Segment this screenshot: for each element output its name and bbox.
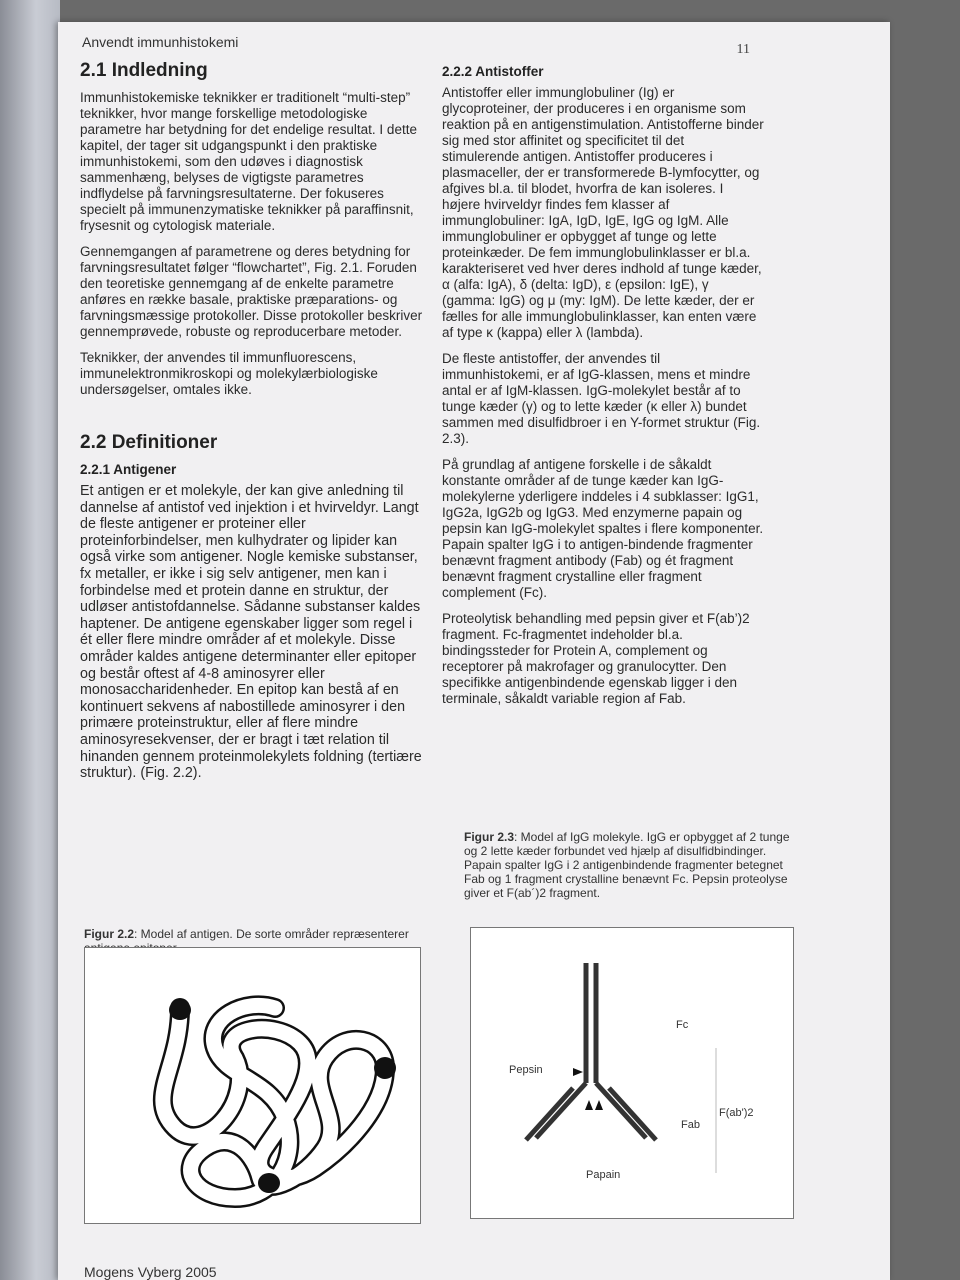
epitope-marker — [169, 1000, 191, 1020]
section-heading-definitioner: 2.2 Definitioner — [80, 432, 218, 453]
label-fab2: F(ab')2 — [719, 1107, 754, 1119]
paragraph: Immunhistokemiske teknikker er traditionelt “multi-step” teknikker, hvor mange forskellige metodologiske parametre har betydning for det endelige resultat. I dette kapitel, der tager sit udgangspunkt i den praktiske immunhistokemi, som den udøves i diagnostisk sammenhæng, belyses de vigtigste parametres indflydelse på farvningsresultaterne. Der fokuseres specielt på immunenzymatiske teknikker på paraffinsnit, frysesnit og cytologisk materiale. — [80, 90, 417, 233]
label-fab: Fab — [681, 1119, 700, 1131]
paragraph: På grundlag af antigene forskelle i de såkaldt konstante områder af de tunge kæder kan IgG-molekylerne yderligere inddeles i 4 subklasser: IgG1, IgG2a, IgG2b og IgG3. Med enzymerne papain og pepsin kan IgG-molekylet spaltes i flere komponenter. Papain spalter IgG i to antigen-bindende fragmenter benævnt fragment antibody (Fab) og ét fragment benævnt fragment crystalline eller fragment complement (Fc). — [442, 457, 764, 600]
paragraph: Teknikker, der anvendes til immunfluorescens, immunelektronmikroskopi og molekylærbiologiske undersøgelser, omtales ikke. — [80, 350, 378, 397]
subsection-heading-antigener: 2.2.1 Antigener — [80, 462, 177, 477]
figure-label: Figur 2.3 — [464, 830, 515, 844]
figure-caption-text: : Model af antigen. De sorte områder repræsenterer — [134, 927, 409, 941]
adjacent-page-edge — [0, 0, 60, 1280]
epitope-marker — [374, 1057, 396, 1079]
left-column — [80, 60, 425, 792]
igg-diagram — [471, 928, 793, 1218]
figure-caption-text: : Model af IgG molekyle. IgG er opbygget af 2 tunge og 2 lette kæder forbundet ved hjælp af disulfidbindinger. Papain spalter IgG i 2 antigenbindende fragmenter betegnet Fab og 1 fragment crystalline benævnt Fc. Pepsin proteolyse giver et F(ab´)2 fragment. — [464, 830, 790, 900]
paragraph: De fleste antistoffer, der anvendes til immunhistokemi, er af IgG-klassen, mens et mindre antal er af IgM-klassen. IgG-molekylet består af to tunge kæder (γ) og to lette kæder (κ eller λ) bundet sammen med disulfidbroer i en Y-formet struktur (Fig. 2.3). — [442, 351, 761, 446]
label-papain: Papain — [586, 1169, 621, 1181]
epitope-marker — [258, 1173, 280, 1193]
footer-author: Mogens Vyberg 2005 — [84, 1264, 217, 1280]
figure-2-3-igg-model — [470, 927, 794, 1219]
paragraph: Et antigen er et molekyle, der kan give anledning til dannelse af antistof ved injektion i et hvirveldyr. Langt de fleste antigener er proteiner eller proteinforbindelser, men kulhydrater og lipider kan også virke som antigener. Nogle kemiske substanser, fx metaller, er ikke i sig selv antigener, men kan i forbindelse med et protein danne en struktur, der udløser antistofdannelse. Sådanne substanser kaldes haptener. De antigene egenskaber ligger som regel i ét eller flere mindre områder af et molekyle. Disse områder kaldes antigene determinanter eller epitoper og består oftest af 4-8 aminosyrer eller monosaccharidenheder. En epitop kan bestå af en kontinuert sekvens af nabostillede aminosyrer i den primære proteinstruktur, eller af flere mindre aminosyresekvenser, der er bragt i tæt relation til hinanden gennem proteinmolekylets foldning (tertiære struktur). (Fig. 2.2). — [80, 483, 422, 782]
paragraph: Proteolytisk behandling med pepsin giver et F(ab’)2 fragment. Fc-fragmentet indeholder bl.a. bindingssteder for Protein A, complement og receptorer på makrofager og granulocytter. Den specifikke antigenbindende egenskab ligger i den terminale, såkaldt variable region af Fab. — [442, 611, 750, 706]
paragraph: Antistoffer eller immunglobuliner (Ig) er glycoproteiner, der produceres i en organisme som reaktion på en antigenstimulation. Antistofferne binder sig med stor affinitet og specificitet til det stimulerende antigen. Antistoffer produceres i plasmaceller, der er transformerede B-lymfocytter, og afgives bl.a. til blodet, hvorfra de kan isoleres. I højere hvirveldyr findes fem klasser af immunglobuliner: IgA, IgD, IgE, IgG og IgM. Alle immunglobuliner er opbygget af tunge og lette proteinkæder. De fem immunglobulinklasser er bl.a. karakteriseret ved hver deres indhold af tunge kæder, α (alfa: IgA), δ (delta: IgD), ε (epsilon: IgE), γ (gamma: IgG) og μ (my: IgM). De lette kæder, der er fælles for alle immunglobulinklasser, kan enten være af type κ (kappa) eller λ (lambda). — [442, 85, 764, 340]
book-page — [58, 22, 890, 1280]
running-title: Anvendt immunhistokemi — [82, 34, 239, 50]
figure-2-3-caption — [464, 830, 794, 900]
right-column — [442, 64, 764, 717]
figure-2-2-antigen-model — [84, 947, 421, 1224]
figure-label: Figur 2.2 — [84, 927, 135, 941]
antigen-diagram — [85, 948, 420, 1223]
label-pepsin: Pepsin — [509, 1064, 543, 1076]
section-heading-indledning: 2.1 Indledning — [80, 60, 208, 81]
subsection-heading-antistoffer: 2.2.2 Antistoffer — [442, 64, 544, 79]
page-number: 11 — [736, 42, 750, 57]
paragraph: Gennemgangen af parametrene og deres betydning for farvningsresultatet følger “flowchartet”, Fig. 2.1. Foruden den teoretiske gennemgang af de enkelte parametre anføres en række basale, praktiske præparations- og farvningsmæssige protokoller. Disse protokoller beskriver gennemprøvede, robuste og reproducerbare metoder. — [80, 244, 423, 339]
label-fc: Fc — [676, 1019, 689, 1031]
